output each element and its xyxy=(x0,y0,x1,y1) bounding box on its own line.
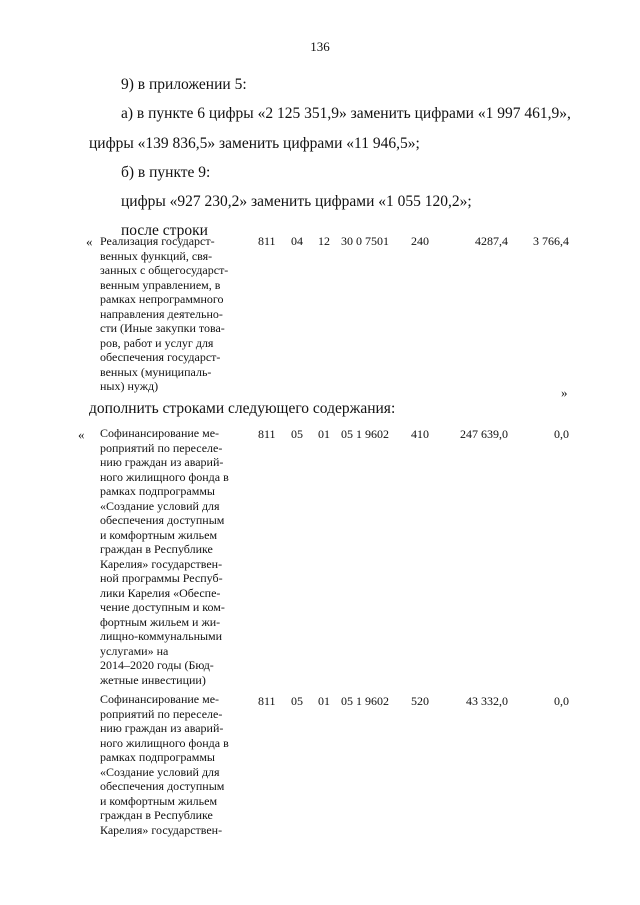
description-line: рамках подпрограммы xyxy=(100,484,215,498)
subsection-code: 01 xyxy=(318,694,330,708)
open-quote: « xyxy=(86,234,93,249)
description-line: занных с общегосударст- xyxy=(100,263,229,277)
open-quote: « xyxy=(78,427,85,442)
row-description xyxy=(100,426,270,687)
amount-1: 43 332,0 xyxy=(466,694,508,708)
description-line: «Создание условий для xyxy=(100,498,220,513)
description-line: Софинансирование ме- xyxy=(100,692,220,706)
target-article: 05 1 9602 xyxy=(341,427,389,441)
row-description xyxy=(100,234,270,394)
ministry-code: 811 xyxy=(258,427,276,441)
amount-2: 0,0 xyxy=(554,694,569,708)
description-line: Софинансирование ме- xyxy=(100,426,220,440)
amount-2: 0,0 xyxy=(554,427,569,441)
description-line: жетные инвестиции) xyxy=(100,672,206,687)
description-line: рамках подпрограммы xyxy=(100,750,215,764)
description-line: Карелия» государствен- xyxy=(100,822,223,837)
ministry-code: 811 xyxy=(258,694,276,708)
description-line: роприятий по переселе- xyxy=(100,706,223,721)
description-line: лищно-коммунальными xyxy=(100,629,223,643)
description-line: ного жилищного фонда в xyxy=(100,469,229,484)
expense-type: 410 xyxy=(411,427,429,441)
item-b-line: цифры «927 230,2» заменить цифрами «1 055 120,2»; xyxy=(121,193,472,210)
description-line: венным управлением, в xyxy=(100,277,221,292)
description-line: нию граждан из аварий- xyxy=(100,455,224,469)
description-line: направления деятельно- xyxy=(100,306,223,321)
description-line: обеспечения доступным xyxy=(100,779,225,793)
add-rows-text: дополнить строками следующего содержания: xyxy=(89,400,396,417)
expense-type: 240 xyxy=(411,234,429,248)
target-article: 30 0 7501 xyxy=(341,234,389,248)
description-line: услугами» на xyxy=(100,643,169,658)
section-code: 05 xyxy=(291,694,303,708)
description-line: нию граждан из аварий- xyxy=(100,721,224,735)
description-line: и комфортным жильем xyxy=(100,527,218,542)
description-line: граждан в Республике xyxy=(100,542,213,556)
description-line: фортным жильем и жи- xyxy=(100,614,221,629)
description-line: венных функций, свя- xyxy=(100,248,213,263)
description-line: венных (муниципаль- xyxy=(100,364,212,379)
amount-1: 4287,4 xyxy=(475,234,508,248)
description-line: Реализация государст- xyxy=(100,234,215,248)
description-line: обеспечения доступным xyxy=(100,513,225,527)
after-row-text: после строки xyxy=(121,222,208,239)
description-line: ных) нужд) xyxy=(100,379,159,393)
description-line: сти (Иные закупки това- xyxy=(100,321,225,335)
amount-2: 3 766,4 xyxy=(533,234,569,248)
section-code: 05 xyxy=(291,427,303,441)
item-a-line-1: а) в пункте 6 цифры «2 125 351,9» заменить цифрами «1 997 461,9», xyxy=(121,105,571,122)
subsection-code: 01 xyxy=(318,427,330,441)
description-line: ров, работ и услуг для xyxy=(100,335,214,350)
close-quote: » xyxy=(561,385,568,400)
description-line: ного жилищного фонда в xyxy=(100,735,229,750)
item-b-heading: б) в пункте 9: xyxy=(121,164,211,181)
description-line: 2014–2020 годы (Бюд- xyxy=(100,658,214,672)
item-a-line-2: цифры «139 836,5» заменить цифрами «11 946,5»; xyxy=(89,135,420,152)
description-line: чение доступным и ком- xyxy=(100,600,225,614)
amount-1: 247 639,0 xyxy=(460,427,508,441)
subsection-code: 12 xyxy=(318,234,330,248)
description-line: рамках непрограммного xyxy=(100,292,224,306)
page-number: 136 xyxy=(310,39,330,54)
ministry-code: 811 xyxy=(258,234,276,248)
item-9-heading: 9) в приложении 5: xyxy=(121,76,247,93)
description-line: ной программы Респуб- xyxy=(100,571,223,585)
description-line: граждан в Республике xyxy=(100,808,213,822)
description-line: обеспечения государст- xyxy=(100,350,221,364)
description-line: Карелия» государствен- xyxy=(100,556,223,571)
row-description xyxy=(100,692,270,837)
description-line: лики Карелия «Обеспе- xyxy=(100,585,221,600)
description-line: и комфортным жильем xyxy=(100,793,218,808)
description-line: роприятий по переселе- xyxy=(100,440,223,455)
section-code: 04 xyxy=(291,234,303,248)
description-line: «Создание условий для xyxy=(100,764,220,779)
expense-type: 520 xyxy=(411,694,429,708)
target-article: 05 1 9602 xyxy=(341,694,389,708)
